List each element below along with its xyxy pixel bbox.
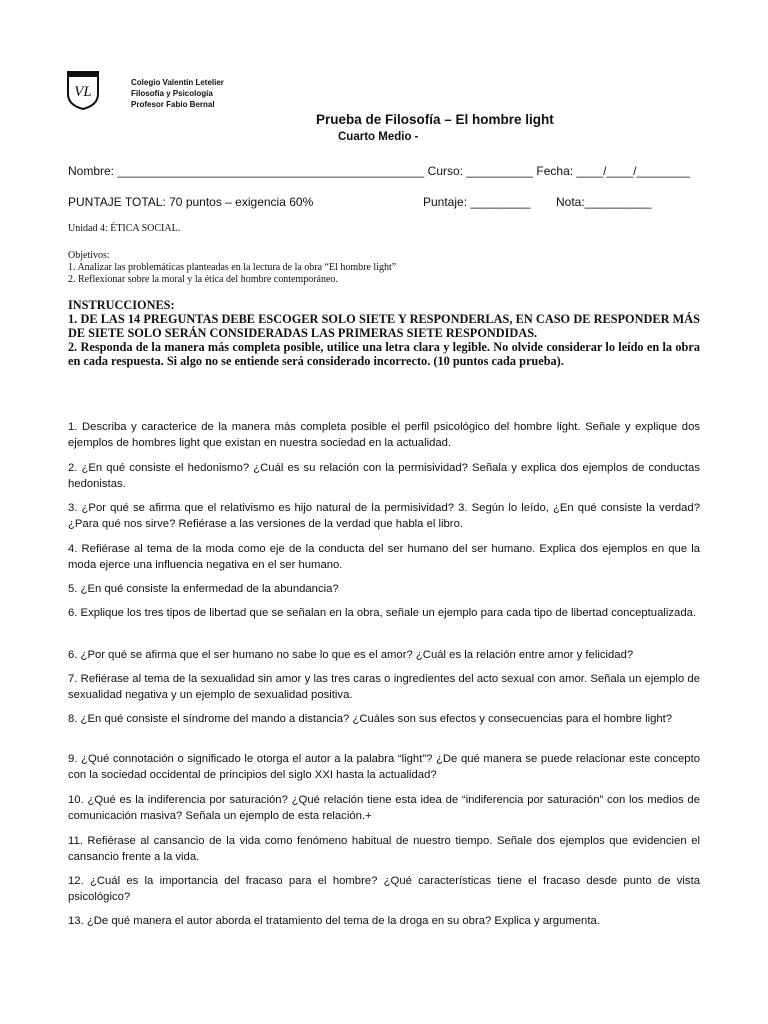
teacher-name: Profesor Fabio Bernal <box>131 100 215 109</box>
instructions <box>68 298 700 368</box>
objectives <box>68 250 396 286</box>
question-item: 6. ¿Por qué se afirma que el ser humano no sabe lo que es el amor? ¿Cuál es la relación entre amor y felicidad? <box>68 649 634 661</box>
objective-item: 2. Reflexionar sobre la moral y la ética del hombre contemporáneo. <box>68 274 338 285</box>
question-item: 1. Describa y caracterice de la manera más completa posible el perfil psicológico del hombre light. Señale y explique dos ejemplos de hombres light que existan en nuestra sociedad en la actualidad. <box>68 421 700 449</box>
name-course-date-line[interactable]: Nombre: ______________________________________________ Curso: __________ Fecha: ____/____/________ <box>68 164 690 178</box>
question-item: 9. ¿Qué connotación o significado le otorga el autor a la palabra “light”? ¿De qué manera se puede relacionar este concepto con la sociedad occidental de principios del siglo XXI hasta la actualidad? <box>68 753 700 781</box>
question-item: 3. ¿Por qué se afirma que el relativismo es hijo natural de la permisividad? 3. Según lo leído, ¿En qué consiste la verdad? ¿Para qué nos sirve? Refiérase a las versiones de la verdad que habla el libro. <box>68 502 700 530</box>
grade-field[interactable]: Nota:__________ <box>556 195 652 209</box>
school-logo-icon <box>66 70 100 110</box>
score-total: PUNTAJE TOTAL: 70 puntos – exigencia 60% <box>68 195 314 209</box>
question-item: 6. Explique los tres tipos de libertad que se señalan en la obra, señale un ejemplo para cada tipo de libertad conceptualizada. <box>68 607 697 619</box>
instruction-item: 2. Responda de la manera más completa posible, utilice una letra clara y legible. No olvide considerar lo leído en la obra en cada respuesta. Si algo no se entiende será considerado incorrecto. (10 puntos cada prueba). <box>68 340 700 368</box>
objective-item: 1. Analizar las problemáticas planteadas en la lectura de la obra “El hombre light” <box>68 262 397 273</box>
school-info <box>131 77 224 110</box>
instructions-label: INSTRUCCIONES: <box>68 298 175 312</box>
question-item: 11. Refiérase al cansancio de la vida como fenómeno habitual de nuestro tiempo. Señale dos ejemplos que evidencien el cansancio frente a la vida. <box>68 835 700 863</box>
score-field[interactable]: Puntaje: _________ <box>423 195 531 209</box>
question-item: 2. ¿En qué consiste el hedonismo? ¿Cuál es su relación con la permisividad? Señala y explica dos ejemplos de conductas hedonistas. <box>68 462 700 490</box>
question-item: 8. ¿En qué consiste el síndrome del mando a distancia? ¿Cuáles son sus efectos y consecuencias para el hombre light? <box>68 713 673 725</box>
objectives-label: Objetivos: <box>68 250 110 261</box>
exam-title: Prueba de Filosofía – El hombre light <box>316 112 554 127</box>
question-item: 5. ¿En qué consiste la enfermedad de la abundancia? <box>68 583 339 595</box>
question-item: 7. Refiérase al tema de la sexualidad sin amor y las tres caras o ingredientes del acto sexual con amor. Señala un ejemplo de sexualidad negativa y un ejemplo de sexualidad positiva. <box>68 673 700 701</box>
school-name: Colegio Valentín Letelier <box>131 78 224 87</box>
logo-initials: VL <box>74 84 92 100</box>
department-name: Filosofía y Psicología <box>131 89 213 98</box>
question-item: 13. ¿De qué manera el autor aborda el tratamiento del tema de la droga en su obra? Explica y argumenta. <box>68 915 600 927</box>
exam-subtitle: Cuarto Medio - <box>338 131 419 143</box>
unit-label: Unidad 4: ÉTICA SOCIAL. <box>68 223 181 234</box>
question-item: 12. ¿Cuál es la importancia del fracaso para el hombre? ¿Qué características tiene el fracaso desde punto de vista psicológico? <box>68 875 700 903</box>
instruction-item: 1. DE LAS 14 PREGUNTAS DEBE ESCOGER SOLO SIETE Y RESPONDERLAS, EN CASO DE RESPONDER MÁS DE SIETE SOLO SERÁN CONSIDERADAS LAS PRIMERAS SIETE RESPONDIDAS. <box>68 312 700 340</box>
question-item: 4. Refiérase al tema de la moda como eje de la conducta del ser humano del ser humano. Explica dos ejemplos en que la moda ejerce una influencia negativa en el ser humano. <box>68 543 700 571</box>
question-item: 10. ¿Qué es la indiferencia por saturación? ¿Qué relación tiene esta idea de “indiferencia por saturación” con los medios de comunicación masiva? Señala un ejemplo de esta relación.+ <box>68 794 700 822</box>
